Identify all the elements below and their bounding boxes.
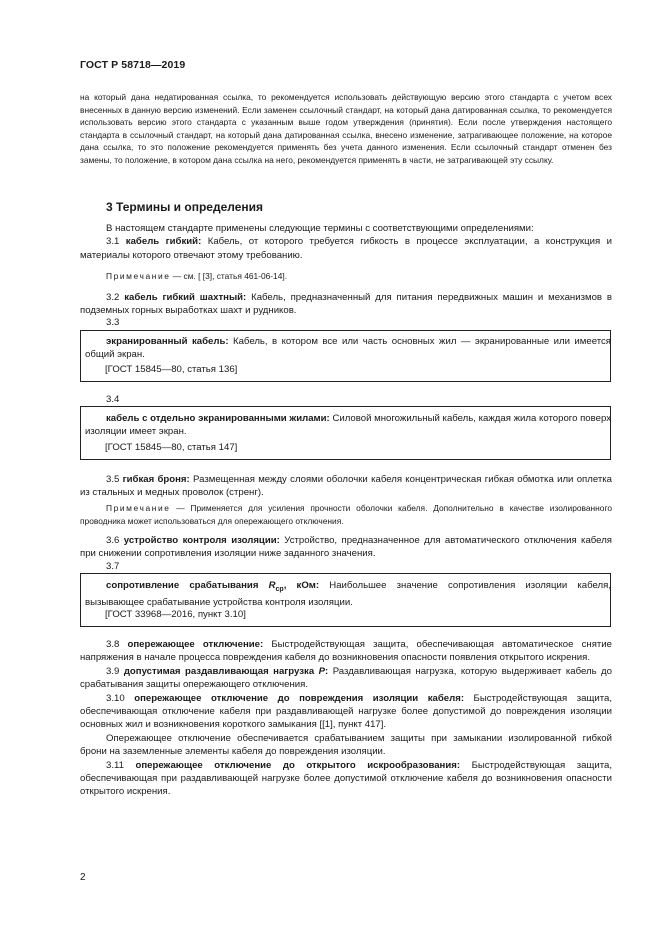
term-number: 3.5 [106, 474, 123, 485]
term-3-3-ref: [ГОСТ 15845—80, статья 136] [105, 364, 238, 375]
term-3-7-ref: [ГОСТ 33968—2016, пункт 3.10] [105, 609, 246, 620]
intro-paragraph [80, 91, 612, 167]
term-3-7-number: 3.7 [106, 561, 120, 572]
term-definition: Быстродействующая защита, обеспечивающая отключение кабеля при раздавливающей нагрузке более допустимой до повреждения изоляции основных жил и возникновения короткого замыкания [[1], пункт 417]. [80, 692, 612, 731]
term-title: опережающее отключение: [127, 639, 264, 650]
term-3-4-number: 3.4 [106, 394, 120, 405]
note-3-5 [80, 502, 612, 527]
term-title: гибкая броня: [122, 474, 190, 485]
term-title: устройство контроля изоляции: [123, 535, 280, 546]
term-3-3-box [80, 330, 611, 382]
standard-header: ГОСТ Р 58718—2019 [80, 59, 186, 71]
term-definition: Быстродействующая защита, обеспечивающая при раздавливающей нагрузке более допустимой отключение кабеля до возникновения опасности открытого искрения. [80, 759, 612, 798]
term-3-6 [80, 534, 612, 561]
term-number: 3.6 [106, 535, 124, 546]
term-definition: Устройство, предназначенное для автоматического отключения кабеля при снижении сопротивления изоляции ниже заданного значения. [80, 535, 612, 560]
note-text: — Применяется для усиления прочности оболочки кабеля. Дополнительно в качестве изолированного проводника может использоваться для опережающего отключения. [80, 503, 612, 526]
term-3-3-number: 3.3 [106, 317, 120, 328]
term-number: 3.9 [106, 665, 124, 677]
term-title: опережающее отключение до открытого искрообразования: [135, 759, 461, 771]
term-number: 3.11 [106, 759, 136, 771]
term-title: допустимая раздавливающая нагрузка Р: [123, 665, 329, 677]
note-text: — см. [ [3], статья 461-06-14]. [170, 271, 288, 281]
term-3-4-ref: [ГОСТ 15845—80, статья 147] [105, 442, 238, 453]
term-3-7-box [80, 573, 611, 627]
term-title: кабель гибкий: [125, 236, 202, 248]
section-title: 3 Термины и определения [106, 200, 264, 214]
term-3-10 [80, 692, 612, 732]
term-definition: Размещенная между слоями оболочки кабеля концентрическая гибкая обмотка или оплетка из стальных и медных проволок (стренг). [80, 474, 612, 499]
term-3-4-box [80, 406, 611, 460]
term-definition: Силовой многожильный кабель, каждая жила которого поверх изоляции имеет экран. [85, 413, 611, 438]
term-title: сопротивление срабатывания $R_{ср}$, кОм: [106, 580, 320, 593]
term-number: 3.10 [106, 692, 135, 704]
page-number: 2 [80, 872, 86, 883]
terms-block-2 [80, 638, 612, 799]
term-title: кабель с отдельно экранированными жилами: [106, 413, 330, 424]
term-3-10-paragraph: Опережающее отключение обеспечивается срабатыванием защиты при замыкании изолированной гибкой брони на заземленные элементы кабеля до повреждения изоляции. [80, 732, 612, 758]
term-3-8 [80, 638, 612, 665]
term-number: 3.8 [106, 639, 128, 650]
term-title: экранированный кабель: [106, 336, 229, 347]
intro-text: на который дана недатированная ссылка, то рекомендуется использовать действующую версию этого стандарта с учетом всех внесенных в данную версию изменений. Если заменен ссылочный стандарт, на который дана датированная ссылка, то рекомендуется использовать версию этого стандарта с указанным выше годом утверждения (принятия). Если после утверждения настоящего стандарта в ссылочный стандарт, на который дана датированная ссылка, внесено изменение, затрагивающее положение, на которое дана ссылка, то это положение рекомендуется применять без учета данного изменения. Если ссылочный стандарт отменен без замены, то положение, в котором дана ссылка на него, рекомендуется применять в части, не затрагивающей эту ссылку. [80, 92, 612, 165]
term-title: кабель гибкий шахтный: [124, 292, 247, 303]
term-number: 3.1 [106, 236, 126, 248]
term-number: 3.2 [106, 292, 125, 303]
note-3-1 [80, 270, 612, 283]
term-3-11 [80, 759, 612, 799]
term-3-1 [80, 235, 612, 262]
note-label: Примечание [106, 503, 171, 513]
term-definition: Кабель, предназначенный для питания передвижных машин и механизмов в подземных горных выработках шахт и рудников. [80, 292, 612, 317]
term-definition: Быстродействующая защита, обеспечивающая автоматическое снятие напряжения в начале процесса повреждения кабеля до возникновения опасности появления открытого искрения. [80, 639, 612, 664]
term-definition: Раздавливающая нагрузка, которую выдерживает кабель до срабатывания защиты опережающего отключения. [80, 665, 612, 691]
term-3-5 [80, 473, 612, 500]
term-definition: Кабель, в котором все или часть основных жил — экранированные или имеется общий экран. [85, 336, 611, 361]
terms-block-1 [80, 222, 612, 262]
section-lead: В настоящем стандарте применены следующие термины с соответствующими определениями: [106, 223, 534, 234]
term-definition: Кабель, от которого требуется гибкость в процессе эксплуатации, а конструкция и материалы которого отвечают этому требованию. [80, 236, 612, 261]
term-title: опережающее отключение до повреждения изоляции кабеля: [134, 692, 465, 704]
note-label: Примечание [106, 271, 171, 281]
term-3-2 [80, 291, 612, 318]
term-definition: Наибольшее значение сопротивления изоляции кабеля, вызывающее срабатывание устройства контроля изоляции. [85, 580, 611, 609]
term-3-9 [80, 665, 612, 692]
